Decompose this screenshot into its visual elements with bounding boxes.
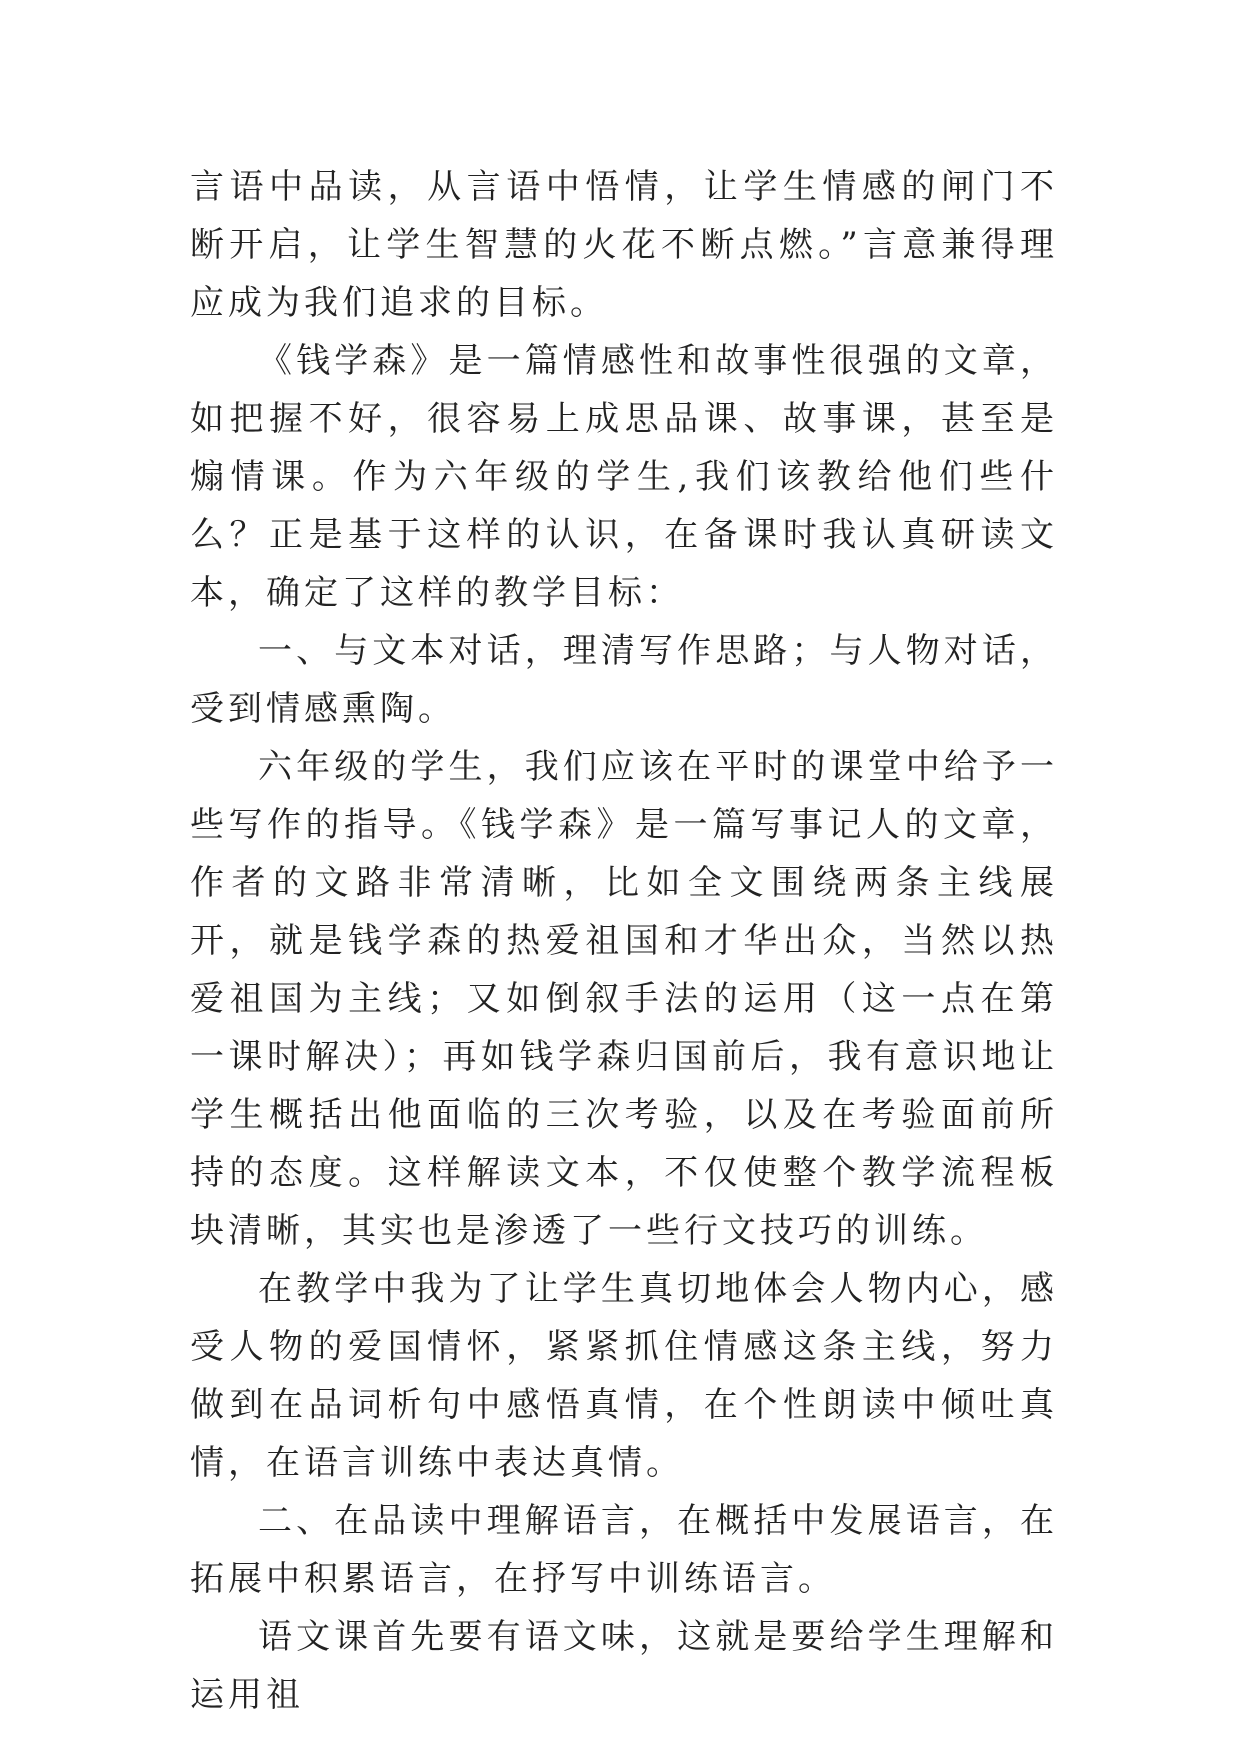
paragraph-intro-qianxuesen: 《钱学森》是一篇情感性和故事性很强的文章，如把握不好，很容易上成思品课、故事课，甚至是煽情课。作为六年级的学生,我们该教给他们些什么？正是基于这样的认识，在备课时我认真研读文本，确定了这样的教学目标： — [190, 341, 1058, 613]
paragraph-emotion-mainline: 在教学中我为了让学生真切地体会人物内心，感受人物的爱国情怀，紧紧抓住情感这条主线，努力做到在品词析句中感悟真情，在个性朗读中倾吐真情，在语言训练中表达真情。 — [190, 1269, 1058, 1483]
paragraph-writing-guidance: 六年级的学生，我们应该在平时的课堂中给予一些写作的指导。《钱学森》是一篇写事记人的文章，作者的文路非常清晰，比如全文围绕两条主线展开，就是钱学森的热爱祖国和才华出众，当然以热爱祖国为主线；又如倒叙手法的运用（这一点在第一课时解决）；再如钱学森归国前后，我有意识地让学生概括出他面临的三次考验，以及在考验面前所持的态度。这样解读文本，不仅使整个教学流程板块清晰，其实也是渗透了一些行文技巧的训练。 — [190, 747, 1058, 1251]
paragraph-goal-one: 一、与文本对话，理清写作思路；与人物对话，受到情感熏陶。 — [190, 631, 1058, 729]
document-body — [190, 158, 1058, 1724]
paragraph-chinese-flavor: 语文课首先要有语文味，这就是要给学生理解和运用祖 — [190, 1617, 1058, 1715]
paragraph-continuation: 言语中品读，从言语中悟情，让学生情感的闸门不断开启，让学生智慧的火花不断点燃。”言意兼得理应成为我们追求的目标。 — [190, 167, 1058, 323]
paragraph-goal-two: 二、在品读中理解语言，在概括中发展语言，在拓展中积累语言，在抒写中训练语言。 — [190, 1501, 1058, 1599]
